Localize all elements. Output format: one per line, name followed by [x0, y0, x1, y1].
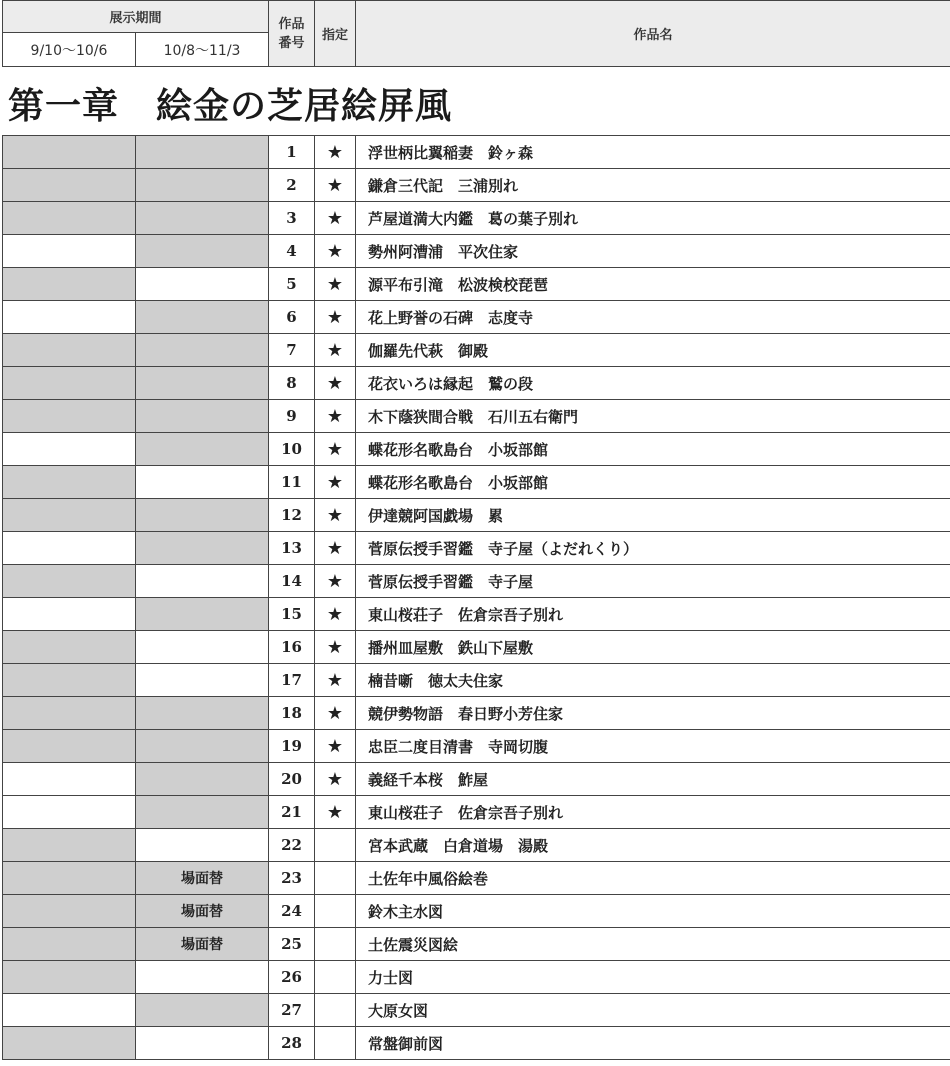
exhibit-list-header — [2, 0, 950, 67]
work-number: 2 — [269, 169, 315, 202]
designation-star-icon: ★ — [315, 730, 356, 763]
exhibit-row — [3, 301, 950, 334]
work-title: 東山桜荘子 佐倉宗吾子別れ — [356, 796, 950, 829]
period-1-header: 9/10～10/6 — [3, 33, 136, 67]
period-1-cell — [3, 994, 136, 1027]
period-1-cell — [3, 268, 136, 301]
work-title: 東山桜荘子 佐倉宗吾子別れ — [356, 598, 950, 631]
period-1-cell — [3, 565, 136, 598]
period-1-cell — [3, 301, 136, 334]
work-number: 17 — [269, 664, 315, 697]
period-2-cell — [136, 961, 269, 994]
designation-star-icon: ★ — [315, 400, 356, 433]
designation-star-icon: ★ — [315, 631, 356, 664]
period-2-cell — [136, 202, 269, 235]
period-1-cell — [3, 235, 136, 268]
exhibit-row — [3, 202, 950, 235]
work-number: 5 — [269, 268, 315, 301]
work-number: 3 — [269, 202, 315, 235]
work-title: 義経千本桜 鮓屋 — [356, 763, 950, 796]
period-2-cell: 場面替 — [136, 862, 269, 895]
period-2-cell — [136, 1027, 269, 1060]
period-2-cell — [136, 631, 269, 664]
period-2-cell — [136, 796, 269, 829]
exhibit-row — [3, 499, 950, 532]
period-1-cell — [3, 862, 136, 895]
period-1-cell — [3, 367, 136, 400]
exhibit-row — [3, 1027, 950, 1060]
designation-star-icon — [315, 1027, 356, 1060]
period-2-cell — [136, 400, 269, 433]
work-title: 常盤御前図 — [356, 1027, 950, 1060]
period-2-cell — [136, 334, 269, 367]
work-number: 24 — [269, 895, 315, 928]
designation-star-icon: ★ — [315, 268, 356, 301]
period-2-cell — [136, 532, 269, 565]
period-1-cell — [3, 532, 136, 565]
exhibit-row — [3, 730, 950, 763]
period-1-cell — [3, 961, 136, 994]
period-1-cell — [3, 763, 136, 796]
designation-star-icon: ★ — [315, 136, 356, 169]
designation-star-icon: ★ — [315, 433, 356, 466]
number-header — [269, 1, 315, 67]
work-title: 忠臣二度目清書 寺岡切腹 — [356, 730, 950, 763]
period-2-cell — [136, 829, 269, 862]
exhibit-table — [2, 135, 950, 1060]
work-number: 19 — [269, 730, 315, 763]
exhibit-row — [3, 763, 950, 796]
period-1-cell — [3, 598, 136, 631]
exhibit-row — [3, 367, 950, 400]
work-title: 伽羅先代萩 御殿 — [356, 334, 950, 367]
period-1-cell — [3, 730, 136, 763]
designation-star-icon: ★ — [315, 334, 356, 367]
designation-star-icon — [315, 895, 356, 928]
designation-star-icon: ★ — [315, 235, 356, 268]
work-title: 花衣いろは縁起 鷲の段 — [356, 367, 950, 400]
work-title: 大原女図 — [356, 994, 950, 1027]
period-2-cell — [136, 565, 269, 598]
designation-star-icon — [315, 862, 356, 895]
work-title: 楠昔噺 徳太夫住家 — [356, 664, 950, 697]
designation-star-icon — [315, 928, 356, 961]
period-header: 展示期間 — [3, 1, 269, 33]
work-title: 競伊勢物語 春日野小芳住家 — [356, 697, 950, 730]
work-title: 土佐震災図絵 — [356, 928, 950, 961]
work-title: 土佐年中風俗絵巻 — [356, 862, 950, 895]
period-2-cell — [136, 466, 269, 499]
work-title: 鎌倉三代記 三浦別れ — [356, 169, 950, 202]
work-number: 26 — [269, 961, 315, 994]
exhibit-row — [3, 829, 950, 862]
period-1-cell — [3, 433, 136, 466]
period-1-cell — [3, 136, 136, 169]
designation-star-icon: ★ — [315, 796, 356, 829]
work-number: 4 — [269, 235, 315, 268]
work-title: 芦屋道満大内鑑 葛の葉子別れ — [356, 202, 950, 235]
work-title: 播州皿屋敷 鉄山下屋敷 — [356, 631, 950, 664]
period-2-header: 10/8～11/3 — [136, 33, 269, 67]
period-2-cell — [136, 301, 269, 334]
work-number: 15 — [269, 598, 315, 631]
period-2-cell — [136, 598, 269, 631]
exhibit-row — [3, 400, 950, 433]
work-number: 21 — [269, 796, 315, 829]
chapter-title: 第一章 絵金の芝居絵屏風 — [8, 85, 453, 127]
period-2-cell — [136, 367, 269, 400]
exhibit-row — [3, 796, 950, 829]
work-number: 28 — [269, 1027, 315, 1060]
work-number: 11 — [269, 466, 315, 499]
work-title: 伊達競阿国戯場 累 — [356, 499, 950, 532]
designation-star-icon: ★ — [315, 598, 356, 631]
work-number: 20 — [269, 763, 315, 796]
period-1-cell — [3, 928, 136, 961]
period-2-cell — [136, 730, 269, 763]
work-title: 菅原伝授手習鑑 寺子屋 — [356, 565, 950, 598]
designation-star-icon: ★ — [315, 664, 356, 697]
period-1-cell — [3, 895, 136, 928]
period-2-cell — [136, 499, 269, 532]
period-1-cell — [3, 829, 136, 862]
period-1-cell — [3, 697, 136, 730]
exhibit-row — [3, 235, 950, 268]
exhibit-row — [3, 136, 950, 169]
work-number: 16 — [269, 631, 315, 664]
designation-star-icon: ★ — [315, 466, 356, 499]
period-2-cell — [136, 136, 269, 169]
exhibit-row — [3, 862, 950, 895]
work-title: 花上野誉の石碑 志度寺 — [356, 301, 950, 334]
number-header-line2: 番号 — [278, 35, 305, 51]
exhibit-row — [3, 268, 950, 301]
period-1-cell — [3, 1027, 136, 1060]
designation-star-icon: ★ — [315, 565, 356, 598]
work-number: 6 — [269, 301, 315, 334]
work-title: 蝶花形名歌島台 小坂部館 — [356, 433, 950, 466]
period-2-cell — [136, 994, 269, 1027]
period-1-cell — [3, 466, 136, 499]
designation-star-icon: ★ — [315, 367, 356, 400]
period-2-cell: 場面替 — [136, 928, 269, 961]
work-number: 10 — [269, 433, 315, 466]
work-title: 宮本武蔵 白倉道場 湯殿 — [356, 829, 950, 862]
exhibit-row — [3, 532, 950, 565]
work-title: 勢州阿漕浦 平次住家 — [356, 235, 950, 268]
designation-star-icon — [315, 829, 356, 862]
work-number: 8 — [269, 367, 315, 400]
exhibit-row — [3, 895, 950, 928]
work-number: 23 — [269, 862, 315, 895]
designation-star-icon: ★ — [315, 532, 356, 565]
exhibit-row — [3, 961, 950, 994]
designation-star-icon — [315, 994, 356, 1027]
exhibit-row — [3, 598, 950, 631]
work-number: 9 — [269, 400, 315, 433]
title-header: 作品名 — [356, 1, 950, 67]
period-2-cell — [136, 763, 269, 796]
designation-star-icon: ★ — [315, 499, 356, 532]
work-title: 木下蔭狭間合戦 石川五右衛門 — [356, 400, 950, 433]
period-1-cell — [3, 631, 136, 664]
exhibit-row — [3, 631, 950, 664]
exhibit-row — [3, 565, 950, 598]
work-number: 12 — [269, 499, 315, 532]
period-2-cell — [136, 268, 269, 301]
work-number: 1 — [269, 136, 315, 169]
exhibit-row — [3, 994, 950, 1027]
period-2-cell — [136, 235, 269, 268]
period-2-cell — [136, 697, 269, 730]
work-title: 鈴木主水図 — [356, 895, 950, 928]
period-1-cell — [3, 499, 136, 532]
work-number: 22 — [269, 829, 315, 862]
work-number: 27 — [269, 994, 315, 1027]
work-title: 浮世柄比翼稲妻 鈴ヶ森 — [356, 136, 950, 169]
period-1-cell — [3, 202, 136, 235]
designation-star-icon: ★ — [315, 169, 356, 202]
exhibit-row — [3, 334, 950, 367]
number-header-line1: 作品 — [278, 16, 305, 32]
exhibit-row — [3, 169, 950, 202]
designation-star-icon: ★ — [315, 763, 356, 796]
period-2-cell: 場面替 — [136, 895, 269, 928]
work-number: 18 — [269, 697, 315, 730]
period-1-cell — [3, 664, 136, 697]
period-2-cell — [136, 664, 269, 697]
period-2-cell — [136, 169, 269, 202]
work-title: 菅原伝授手習鑑 寺子屋（よだれくり） — [356, 532, 950, 565]
exhibit-row — [3, 433, 950, 466]
designation-star-icon — [315, 961, 356, 994]
period-1-cell — [3, 334, 136, 367]
designation-star-icon: ★ — [315, 301, 356, 334]
designation-header: 指定 — [315, 1, 356, 67]
period-1-cell — [3, 169, 136, 202]
work-number: 13 — [269, 532, 315, 565]
work-number: 7 — [269, 334, 315, 367]
work-title: 源平布引滝 松波検校琵琶 — [356, 268, 950, 301]
exhibit-row — [3, 466, 950, 499]
designation-star-icon: ★ — [315, 202, 356, 235]
work-title: 力士図 — [356, 961, 950, 994]
designation-star-icon: ★ — [315, 697, 356, 730]
period-1-cell — [3, 796, 136, 829]
work-title: 蝶花形名歌島台 小坂部館 — [356, 466, 950, 499]
period-1-cell — [3, 400, 136, 433]
exhibit-row — [3, 928, 950, 961]
period-2-cell — [136, 433, 269, 466]
exhibit-row — [3, 697, 950, 730]
work-number: 14 — [269, 565, 315, 598]
work-number: 25 — [269, 928, 315, 961]
exhibit-row — [3, 664, 950, 697]
